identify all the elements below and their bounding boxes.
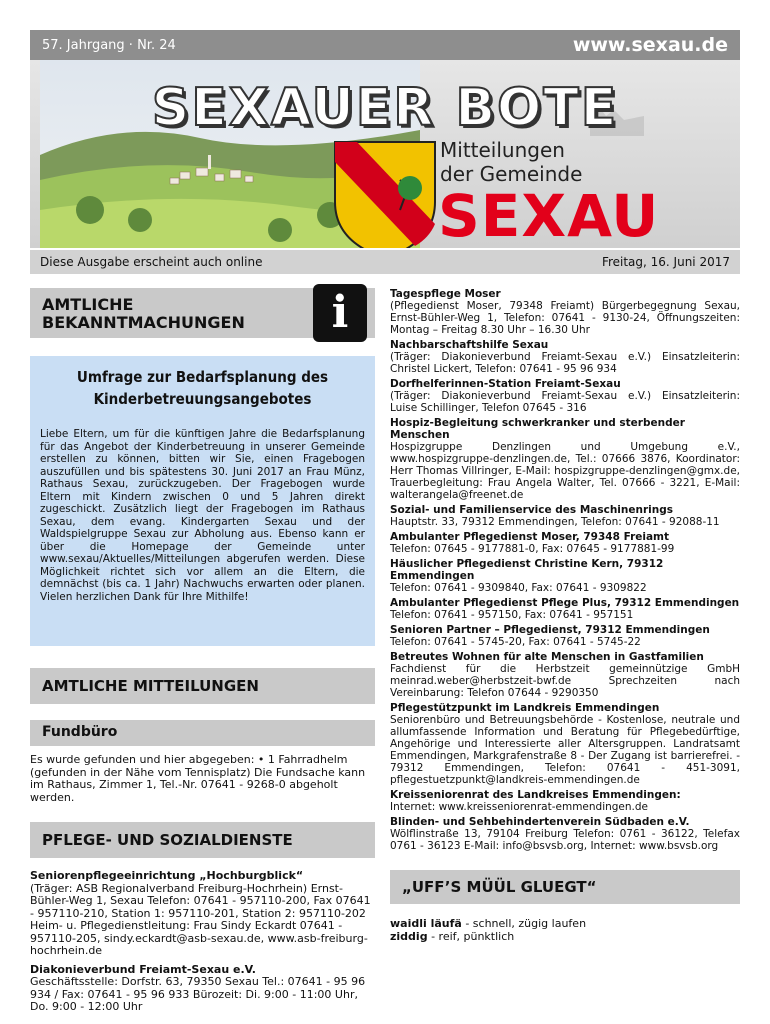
service-entry-text: Fachdienst für die Herbstzeit gemeinnützige GmbH meinrad.weber@herbstzeit-bwf.de Sprechzeiten nach Vereinbarung: Telefon 07644 - 9290350 — [390, 663, 740, 699]
service-entry — [390, 339, 740, 375]
service-entry — [390, 624, 740, 648]
dialect-meaning: - schnell, zügig laufen — [461, 917, 587, 930]
service-entry — [390, 651, 740, 699]
dialect-word: ziddig — [390, 929, 428, 943]
top-bar — [30, 30, 740, 60]
section-amtliche-bekanntmachungen — [30, 288, 375, 338]
info-icon: i — [313, 284, 367, 342]
service-entry-text: (Träger: Diakonieverbund Freiamt-Sexau e.V.) Einsatzleiterin: Luise Schillinger, Telefon 07645 - 316 — [390, 390, 740, 414]
service-entry — [390, 378, 740, 414]
service-entry — [390, 789, 740, 813]
service-entry-heading: Pflegestützpunkt im Landkreis Emmendingen — [390, 702, 660, 714]
service-entry-text: Hospizgruppe Denzlingen und Umgebung e.V., www.hospizgruppe-denzlingen.de, Tel.: 07666 3876, Koordinator: Herr Thomas Villringer, E-Mail: hospizgruppe-denzlingen@gmx.de, Trauerbegleitung: Frau Angela Walter, Tel. 07666 - 3221, E-Mail: walterangela@freenet.de — [390, 441, 740, 501]
service-entry — [390, 597, 740, 621]
dialect-meaning: - reif, pünktlich — [427, 929, 515, 943]
senioren-heading: Seniorenpflegeeinrichtung „Hochburgblick“ — [30, 869, 304, 882]
service-entry-heading: Dorfhelferinnen-Station Freiamt-Sexau — [390, 378, 621, 390]
service-entry-text: Telefon: 07641 - 957150, Fax: 07641 - 957151 — [390, 609, 634, 621]
issue-date: Freitag, 16. Juni 2017 — [601, 255, 730, 269]
section-amtliche-mitteilungen: AMTLICHE MITTEILUNGEN — [30, 668, 375, 704]
left-column — [30, 288, 375, 1014]
dialect-entry — [390, 931, 740, 944]
service-entry-heading: Blinden- und Sehbehindertenverein Südbaden e.V. — [390, 816, 690, 828]
service-entry — [390, 816, 740, 852]
service-entry-heading: Hospiz-Begleitung schwerkranker und sterbender Menschen — [390, 417, 685, 441]
masthead-banner — [30, 60, 740, 248]
service-entry — [390, 702, 740, 786]
service-entry — [390, 417, 740, 501]
diakonie-heading: Diakonieverbund Freiamt-Sexau e.V. — [30, 962, 256, 976]
umfrage-notice — [30, 356, 375, 646]
senioren-text: (Träger: ASB Regionalverband Freiburg-Hochrhein) Ernst-Bühler-Weg 1, Sexau Telefon: 07641 - 957110-200, Fax 07641 - 957110-210, Station 1: 957110-201, Station 2: 957110-202 Heim- u. Pflegedienstleitung: Frau Sindy Eckardt 07641 - 957110-205, sindy.eckardt@asb-sexau.de, www.asb-freiburg-hochrhein.de — [30, 881, 371, 957]
info-strip — [30, 250, 740, 274]
subtitle-line1: Mitteilungen — [440, 138, 565, 162]
service-entry-text: Seniorenbüro und Betreuungsbehörde - Kostenlose, neutrale und allumfassende Information und Beratung für Pflegebedürftige, Angehörige und Interessierte aller Altersgruppen. Landratsamt Emmendingen, Markgrafenstraße 8 - Der Zugang ist barrierefrei. - 79312 Emmendingen, Telefon: 07641 - 451-3091, pflegestuetzpunkt@landkreis-emmendingen.de — [390, 714, 740, 786]
umfrage-title: Umfrage zur Bedarfsplanung des Kinderbetreuungsangebotes — [76, 368, 329, 408]
dialect-word: waidli läufä — [390, 917, 462, 930]
service-entry-heading: Tagespflege Moser — [390, 288, 501, 300]
section-dialect: „UFF’S MÜÜL GLUEGT“ — [390, 870, 740, 904]
coat-of-arms — [335, 142, 435, 248]
service-entry-text: Internet: www.kreisseniorenrat-emmendingen.de — [390, 801, 649, 813]
service-entry-text: Telefon: 07641 - 5745-20, Fax: 07641 - 5745-22 — [390, 636, 641, 648]
service-entry-text: Hauptstr. 33, 79312 Emmendingen, Telefon: 07641 - 92088-11 — [390, 516, 720, 528]
online-note: Diese Ausgabe erscheint auch online — [40, 255, 263, 269]
service-entry — [390, 531, 740, 555]
town-name: SEXAU — [438, 182, 660, 248]
service-list — [390, 288, 740, 852]
service-entry-text: (Träger: Diakonieverbund Freiamt-Sexau e.V.) Einsatzleiterin: Christel Lickert, Telefon: 07641 - 95 96 934 — [390, 351, 740, 375]
umfrage-text: Liebe Eltern, um für die künftigen Jahre die Bedarfsplanung für das Angebot der Kinderbetreuung in unserer Gemeinde erstellen zu können, bitten wir Sie, einen Fragebogen auszufüllen und bis spätestens 30. Juni 2017 an Frau Münz, Rathaus Sexau, zurückzugeben. Der Fragebogen wurde Eltern mit Kindern zwischen 0 und 5 Jahren direkt zugeschickt. Zusätzlich liegt der Fragebogen im Rathaus Sexau, dem evang. Kindergarten Sexau und der Waldspielgruppe Sexau zur Abholung aus. Ebenso kann er über die Homepage der Gemeinde unter www.sexau/Aktuelles/Mitteilungen abgerufen werden. Diese Möglichkeit richtet sich vor allem an die Eltern, die demnächst (bis ca. 1 Jahr) Nachwuchs erwarten oder planen. Vielen herzlichen Dank für Ihre Mithilfe! — [40, 428, 365, 603]
diakonie-text: Geschäftsstelle: Dorfstr. 63, 79350 Sexau Tel.: 07641 - 95 96 934 / Fax: 07641 - 95 96 933 Bürozeit: Di. 9:00 - 11:00 Uhr, Do. 9:00 - 12:00 Uhr — [30, 975, 366, 1013]
service-entry-text: Wölflinstraße 13, 79104 Freiburg Telefon: 0761 - 36122, Telefax 0761 - 36123 E-Mail: info@bsvsb.org, Internet: www.bsvsb.org — [390, 828, 740, 852]
service-entry-heading: Nachbarschaftshilfe Sexau — [390, 339, 549, 351]
dialect-list — [390, 918, 740, 943]
subtitle-line2: der Gemeinde — [440, 162, 583, 186]
service-entry-heading: Sozial- und Familienservice des Maschinenrings — [390, 504, 673, 516]
service-entry-heading: Ambulanter Pflegedienst Pflege Plus, 79312 Emmendingen — [390, 597, 740, 609]
service-entry — [390, 558, 740, 594]
service-entry-text: Telefon: 07641 - 9309840, Fax: 07641 - 9309822 — [390, 582, 647, 594]
service-entry — [390, 504, 740, 528]
service-entry-text: Telefon: 07645 - 9177881-0, Fax: 07645 - 9177881-99 — [390, 543, 675, 555]
service-entry-heading: Häuslicher Pflegedienst Christine Kern, 79312 Emmendingen — [390, 558, 664, 582]
section-pflege: PFLEGE- UND SOZIALDIENSTE — [30, 822, 375, 858]
right-column — [390, 288, 740, 943]
newspaper-title: SEXAUER BOTE — [151, 78, 619, 138]
service-entry-text: (Pflegedienst Moser, 79348 Freiamt) Bürgerbegegnung Sexau, Ernst-Bühler-Weg 1, Telefon: 07641 - 9130-24, Öffnungszeiten: Montag – Freitag 8.30 Uhr – 16.30 Uhr — [390, 300, 740, 336]
service-entry-heading: Kreisseniorenrat des Landkreises Emmendingen: — [390, 789, 681, 801]
service-entry-heading: Senioren Partner – Pflegedienst, 79312 Emmendingen — [390, 624, 710, 636]
service-entry-heading: Ambulanter Pflegedienst Moser, 79348 Freiamt — [390, 531, 670, 543]
section-heading: AMTLICHE BEKANNTMACHUNGEN — [42, 295, 245, 332]
subsection-fundbuero: Fundbüro — [30, 720, 375, 746]
website-link[interactable]: www.sexau.de — [572, 34, 728, 56]
service-entry-heading: Betreutes Wohnen für alte Menschen in Gastfamilien — [390, 651, 704, 663]
issue-number: 57. Jahrgang · Nr. 24 — [42, 37, 176, 53]
fund-text: Es wurde gefunden und hier abgegeben: • 1 Fahrradhelm (gefunden in der Nähe vom Tennisplatz) Die Fundsache kann im Rathaus, Zimmer 1, Tel.-Nr. 07641 - 9268-0 abgeholt werden. — [30, 753, 366, 804]
service-entry — [390, 288, 740, 336]
